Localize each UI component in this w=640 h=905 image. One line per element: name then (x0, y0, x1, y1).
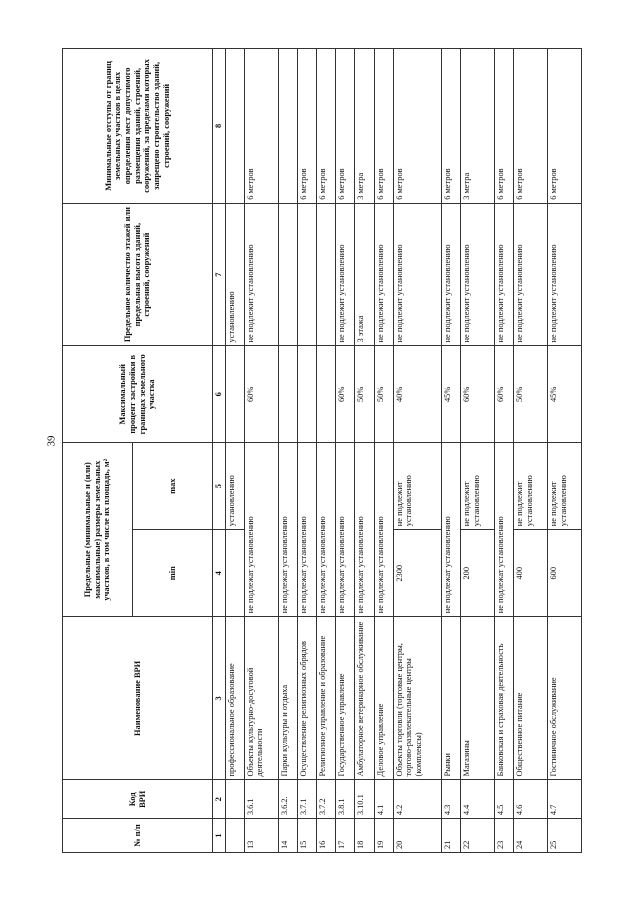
table-row (297, 49, 316, 853)
row-percent: 40% (393, 346, 441, 443)
table-row (374, 49, 393, 853)
header-code: Код ВРИ (63, 780, 213, 819)
row-num: 23 (495, 819, 514, 853)
row-min: не подлежат установлению (495, 443, 514, 617)
row-setback: 6 метров (297, 49, 316, 204)
row-min: не подлежат установлению (374, 443, 393, 617)
row-floors: не подлежит установлению (244, 203, 278, 346)
header-name: Наименование ВРИ (63, 617, 213, 780)
header-size-group: Предельные (минимальные и (или) максимальные) размеры земельных участков, в том числе их площадь, м² (63, 443, 133, 617)
row-max: не подлежит установлению (514, 443, 548, 530)
row-setback: 6 метров (374, 49, 393, 204)
row-num: 14 (278, 819, 297, 853)
row-num: 20 (393, 819, 441, 853)
row-code: 4.5 (495, 780, 514, 819)
row-num (225, 819, 244, 853)
row-floors: не подлежит установлению (442, 203, 461, 346)
row-setback: 6 метров (336, 49, 355, 204)
table-row (461, 49, 495, 853)
row-code: 4.2 (393, 780, 441, 819)
row-percent (278, 346, 297, 443)
row-percent: 60% (244, 346, 278, 443)
row-floors: не подлежит установлению (336, 203, 355, 346)
row-num: 21 (442, 819, 461, 853)
row-code: 3.6.1 (244, 780, 278, 819)
row-floors: 3 этажа (355, 203, 374, 346)
row-min: 200 (461, 530, 495, 617)
row-floors: не подлежит установлению (461, 203, 495, 346)
row-max: не подлежит установлению (548, 443, 582, 530)
row-percent: 50% (514, 346, 548, 443)
row-name: Осуществление религиозных обрядов (297, 617, 316, 780)
row-code: 4.3 (442, 780, 461, 819)
row-code: 3.7.1 (297, 780, 316, 819)
row-name: Религиозное управление и образование (316, 617, 335, 780)
row-floors: не подлежит установлению (374, 203, 393, 346)
row-name: Амбулаторное ветеринарное обслуживание (355, 617, 374, 780)
row-setback: 6 метров (316, 49, 335, 204)
row-setback: 6 метров (442, 49, 461, 204)
row-name: Гостиничное обслуживание (548, 617, 582, 780)
header-num: № п/п (63, 819, 213, 853)
row-min: не подлежат установлению (355, 443, 374, 617)
header-max: max (133, 443, 213, 530)
row-setback: 6 метров (244, 49, 278, 204)
row-name: Государственное управление (336, 617, 355, 780)
page-number: 39 (45, 435, 58, 447)
row-percent: 45% (548, 346, 582, 443)
row-min: не подлежат установлению (278, 443, 297, 617)
row-setback: 6 метров (548, 49, 582, 204)
table-row (316, 49, 335, 853)
row-code: 4.6 (514, 780, 548, 819)
row-num: 16 (316, 819, 335, 853)
row-percent: 45% (442, 346, 461, 443)
row-name: Деловое управление (374, 617, 393, 780)
row-percent: 60% (336, 346, 355, 443)
row-code: 4.1 (374, 780, 393, 819)
row-name: Парки культуры и отдыха (278, 617, 297, 780)
header-floors: Предельное количество этажей или предельная высота зданий, строений, сооружений (63, 203, 213, 346)
col-number: 4 (213, 530, 226, 617)
row-min: 600 (548, 530, 582, 617)
header-min: min (133, 530, 213, 617)
row-name: Объекты торговли (торговые центры, торгово-развлекательные центры (комплексы) (393, 617, 441, 780)
table-row (442, 49, 461, 853)
row-floors (316, 203, 335, 346)
row-setback: 6 метров (393, 49, 441, 204)
table-row (495, 49, 514, 853)
row-setback: 6 метров (495, 49, 514, 204)
col-number: 2 (213, 780, 226, 819)
row-name: Рынки (442, 617, 461, 780)
row-percent (297, 346, 316, 443)
row-min (225, 530, 244, 617)
col-number: 8 (213, 49, 226, 204)
row-max: не подлежит установлению (393, 443, 441, 530)
col-number: 7 (213, 203, 226, 346)
col-number: 6 (213, 346, 226, 443)
row-floors: не подлежит установлению (514, 203, 548, 346)
col-number: 3 (213, 617, 226, 780)
row-code: 3.10.1 (355, 780, 374, 819)
row-name: Банковская и страховая деятельность (495, 617, 514, 780)
row-percent: 50% (355, 346, 374, 443)
table-row (336, 49, 355, 853)
col-number: 1 (213, 819, 226, 853)
rotated-table-wrapper (62, 48, 582, 853)
row-num: 22 (461, 819, 495, 853)
col-number: 5 (213, 443, 226, 530)
row-num: 15 (297, 819, 316, 853)
table-row (355, 49, 374, 853)
row-max: установлению (225, 443, 244, 530)
table-row (225, 49, 244, 853)
row-floors: установлению (225, 203, 244, 346)
row-code: 3.8.1 (336, 780, 355, 819)
table-row (244, 49, 278, 853)
row-num: 17 (336, 819, 355, 853)
row-floors: не подлежит установлению (548, 203, 582, 346)
row-num: 25 (548, 819, 582, 853)
row-name: Объекты культурно-досуговой деятельности (244, 617, 278, 780)
row-setback: 3 метра (355, 49, 374, 204)
table-body (225, 49, 581, 853)
row-name: профессиональное образование (225, 617, 244, 780)
row-floors (297, 203, 316, 346)
row-code: 4.4 (461, 780, 495, 819)
header-setback: Минимальные отступы от границ земельных участков в целях определения мест допустимого размещения зданий, строений, сооружений, за пределами которых запрещено строительство зданий, строений, сооружений (63, 49, 213, 204)
header-percent: Максимальный процент застройки в границах земельного участка (63, 346, 213, 443)
row-min: не подлежат установлению (442, 443, 461, 617)
row-floors: не подлежит установлению (495, 203, 514, 346)
row-setback: 6 метров (514, 49, 548, 204)
row-floors: не подлежит установлению (393, 203, 441, 346)
table-row (278, 49, 297, 853)
row-setback (278, 49, 297, 204)
row-floors (278, 203, 297, 346)
row-percent (225, 346, 244, 443)
row-percent (316, 346, 335, 443)
row-min: не подлежат установлению (297, 443, 316, 617)
row-name: Магазины (461, 617, 495, 780)
row-code: 3.7.2 (316, 780, 335, 819)
row-min: не подлежат установлению (336, 443, 355, 617)
row-min: не подлежат установлению (316, 443, 335, 617)
row-setback: 3 метра (461, 49, 495, 204)
row-min: 400 (514, 530, 548, 617)
row-name: Общественное питание (514, 617, 548, 780)
regulations-table (62, 48, 582, 853)
table-row (548, 49, 582, 853)
row-num: 18 (355, 819, 374, 853)
row-num: 13 (244, 819, 278, 853)
row-min: не подлежат установлению (244, 443, 278, 617)
row-num: 19 (374, 819, 393, 853)
row-percent: 60% (461, 346, 495, 443)
table-row (514, 49, 548, 853)
row-percent: 50% (374, 346, 393, 443)
row-percent: 60% (495, 346, 514, 443)
row-setback (225, 49, 244, 204)
table-row (393, 49, 441, 853)
row-num: 24 (514, 819, 548, 853)
row-max: не подлежит установлению (461, 443, 495, 530)
row-code: 3.6.2. (278, 780, 297, 819)
row-code (225, 780, 244, 819)
row-code: 4.7 (548, 780, 582, 819)
row-min: 2300 (393, 530, 441, 617)
